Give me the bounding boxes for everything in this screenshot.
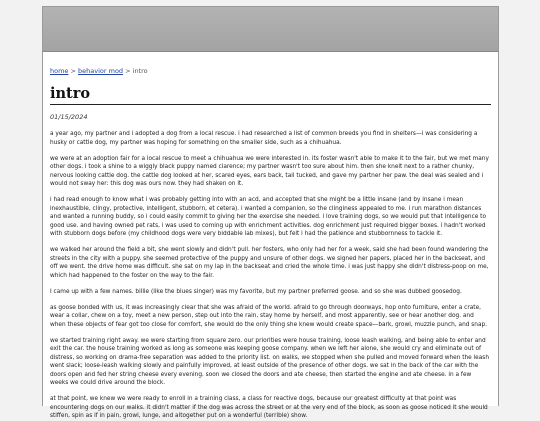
paragraph-6: as goose bonded with us, it was increasingly clear that she was afraid of the world. afraid to go through doorways, hop onto furniture, enter a crate, wear a collar, chew on a toy, meet a new person, step out into the rain, stay home by herself, and most apparently, see or hear another dog. and when these objects of fear got too close for comfort, she would do the only thing she knew would create space—bark, growl, muzzle punch, and snap. xyxy=(50,304,488,328)
paragraph-7: we started training right away. we were starting from square zero. our priorities were house training, loose leash walking, and being able to enter and exit the car. the house training worked as long as someone was keeping goose company. when we left her alone, she would cry and eliminate out of distress, so working on drama-free separation was added to the priority list. on walks, we stopped when she pulled and moved forward when the leash went slack; loose-leash walking slowly and painfully improved, at least outside of the presence of other dogs. we sat in the back of the car with the doors open and fed her string cheese every evening. soon we closed the doors and ate cheese, then started the engine and ate cheese. in a few weeks we could drive around the block. xyxy=(50,337,489,386)
page-frame xyxy=(42,6,499,419)
breadcrumb-separator: > xyxy=(123,67,133,75)
paragraph-2: we were at an adoption fair for a local rescue to meet a chihuahua we were interested in. its foster wasn't able to make it to the fair, but we met many other dogs. i took a shine to a wiggly black puppy named clarence; my partner wasn't too sure about him. then she knelt next to a rather chunky, nervous looking cattle dog. the cattle dog looked at her, scared eyes, ears back, tail tucked, and gave my partner her paw. the deal was sealed and i would not sway her: this dog was ours now. they had shaken on it. xyxy=(50,155,489,187)
post-date: 01/15/2024 xyxy=(50,113,88,121)
breadcrumb-current: intro xyxy=(132,67,148,75)
breadcrumb-home-link[interactable]: home xyxy=(50,67,69,75)
main-content xyxy=(43,52,498,421)
breadcrumb-separator: > xyxy=(68,67,79,75)
paragraph-8: at that point, we knew we were ready to enroll in a training class, a class for reactive dogs, because our greatest difficulty at that point was encountering dogs on our walks. it didn't matter if the dog was across the street or at the very end of the block, as soon as goose noticed it she would stiffen, spin as if in pain, growl, lunge, and altogether put on a wonderful (terrible) show. xyxy=(50,396,488,419)
paragraph-5: I came up with a few names. billie (like the blues singer) was my favorite, but my partner preferred goose. and so she was dubbed goosedog. xyxy=(50,288,462,295)
page-title: intro xyxy=(50,85,491,105)
site-header xyxy=(43,7,498,52)
paragraph-3: i had read enough to know what i was probably getting into with an acd, and accepted that she might be a little insane (and by insane i mean inexhaustible, clingy, protective, intelligent, stubborn, et cetera). i wanted a companion, so the clinginess appealed to me. i run marathon distances and wanted a running buddy, so i could easily commit to giving her the exercise she needed. i love training dogs, so we would put that intelligence to good use. and having owned pet rats, i was used to coming up with enrichment activities. dog enrichment just required bigger boxes. i hadn't worked with stubborn dogs before (my childhood dogs were very biddable lab mixes), but felt i had the patience and stubbornness to tackle it. xyxy=(50,197,486,237)
breadcrumb xyxy=(50,67,491,75)
breadcrumb-section-link[interactable]: behavior mod xyxy=(78,67,124,75)
paragraph-4: we walked her around the field a bit, she went slowly and didn't pull. her fosters, who only had her for a week, said she had been found wandering the streets in the city with a puppy. she seemed protective of the puppy and unsure of other dogs. we signed her papers, placed her in the backseat, and off we went. the drive home was difficult. she sat on my lap in the backseat and cried the whole time. i was just happy she didn't distress-poop on me, which had happened to the foster on the way to the fair. xyxy=(50,247,489,279)
paragraph-1: a year ago, my partner and i adopted a dog from a local rescue. i had researched a list of common breeds you find in shelters—i was considering a husky or cattle dog, my partner was hoping for something on the smaller side, such as a chihuahua. xyxy=(50,131,478,146)
